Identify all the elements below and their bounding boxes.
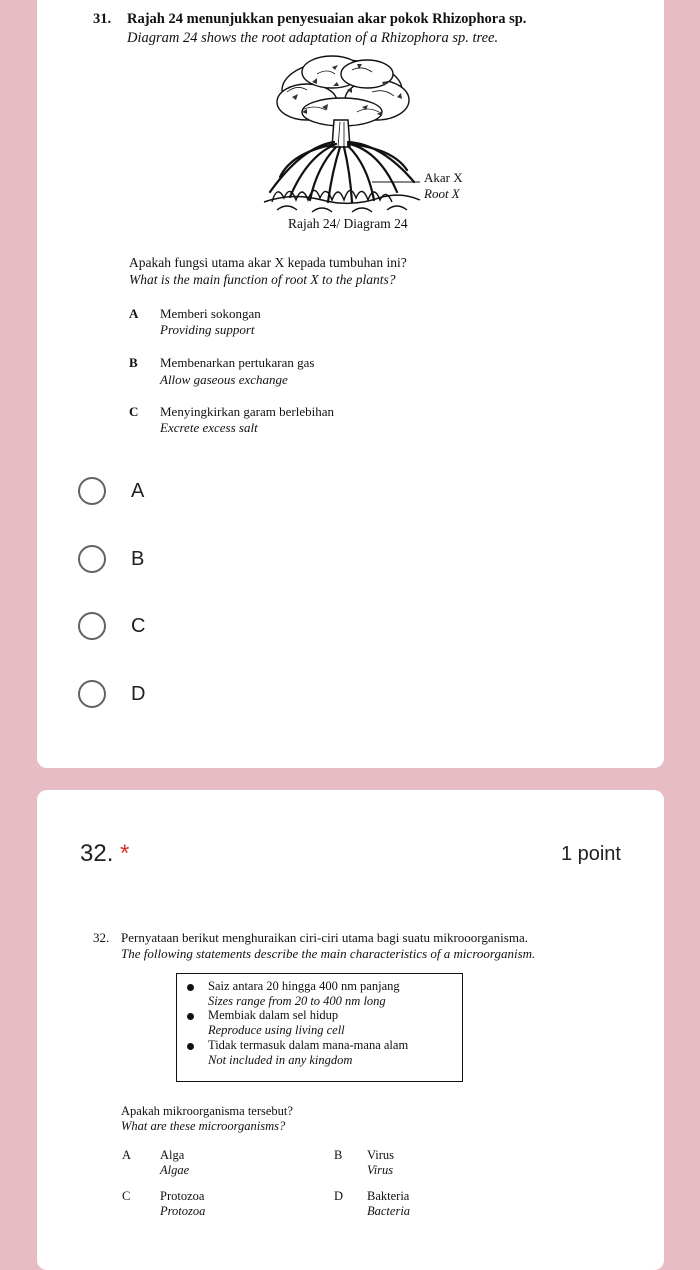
choice-label: A — [131, 479, 145, 502]
option-letter: D — [334, 1189, 344, 1203]
bullet-icon — [187, 984, 194, 991]
statement-item — [187, 979, 400, 994]
choice-option-d[interactable] — [78, 674, 145, 714]
question-en: What are these microorganisms? — [121, 1119, 286, 1133]
rhizophora-tree-diagram — [262, 52, 422, 214]
option-text-en: Excrete excess salt — [160, 420, 258, 435]
option-letter: A — [122, 1148, 132, 1162]
option-text-en: Providing support — [160, 322, 255, 337]
option-text-en: Virus — [367, 1163, 394, 1177]
choice-option-b[interactable] — [78, 539, 144, 579]
choice-label: B — [131, 547, 145, 570]
question-ms: Apakah fungsi utama akar X kepada tumbuhan ini? — [129, 255, 407, 270]
option-letter: B — [334, 1148, 343, 1162]
statement-item — [187, 1038, 408, 1053]
radio-button[interactable] — [78, 680, 106, 708]
question-number: 31. — [93, 11, 112, 27]
statement-ms: Saiz antara 20 hingga 400 nm panjang — [208, 979, 400, 993]
statement-ms: Membiak dalam sel hidup — [208, 1008, 339, 1022]
bullet-icon — [187, 1013, 194, 1020]
option-text-en: Algae — [160, 1163, 190, 1177]
question-stem-ms: Rajah 24 menunjukkan penyesuaian akar pokok Rhizophora sp. — [127, 11, 527, 27]
choice-label: D — [131, 682, 146, 705]
option-text-ms: Bakteria — [367, 1189, 410, 1203]
statement-en: Sizes range from 20 to 400 nm long — [208, 994, 386, 1008]
option-letter: B — [129, 355, 138, 370]
radio-button[interactable] — [78, 477, 106, 505]
option-text-ms: Protozoa — [160, 1189, 205, 1203]
question-stem-ms: Pernyataan berikut menghuraikan ciri-ciri utama bagi suatu mikrooorganisma. — [121, 930, 528, 945]
required-asterisk: * — [120, 840, 130, 867]
radio-button[interactable] — [78, 612, 106, 640]
option-text-ms: Memberi sokongan — [160, 306, 261, 321]
statement-item — [187, 1008, 338, 1023]
option-text-ms: Menyingkirkan garam berlebihan — [160, 404, 334, 419]
option-text-en: Bacteria — [367, 1204, 411, 1218]
question-number: 32. — [93, 930, 110, 945]
statement-en: Reproduce using living cell — [208, 1023, 345, 1037]
choice-option-a[interactable] — [78, 471, 144, 511]
radio-button[interactable] — [78, 545, 106, 573]
option-text-ms: Membenarkan pertukaran gas — [160, 355, 315, 370]
option-text-ms: Alga — [160, 1148, 185, 1162]
question-32-title — [80, 840, 129, 868]
statement-box — [176, 973, 463, 1082]
statement-ms: Tidak termasuk dalam mana-mana alam — [208, 1038, 409, 1052]
bullet-icon — [187, 1043, 194, 1050]
statement-en: Not included in any kingdom — [208, 1053, 353, 1067]
option-letter: C — [129, 404, 139, 419]
choice-label: C — [131, 614, 146, 637]
question-stem-en: The following statements describe the main characteristics of a microorganism. — [121, 946, 536, 961]
question-stem-en: Diagram 24 shows the root adaptation of a Rhizophora sp. tree. — [127, 30, 499, 46]
option-text-ms: Virus — [367, 1148, 395, 1162]
question-title-text: 32. — [80, 840, 114, 867]
root-label-ms: Akar X — [424, 170, 463, 185]
root-label-en: Root X — [424, 186, 460, 201]
option-letter: A — [129, 306, 139, 321]
points-label: 1 point — [560, 843, 621, 865]
option-text-en: Allow gaseous exchange — [160, 372, 288, 387]
diagram-caption: Rajah 24/ Diagram 24 — [288, 216, 408, 231]
question-ms: Apakah mikroorganisma tersebut? — [121, 1104, 293, 1118]
option-letter: C — [122, 1189, 131, 1203]
question-en: What is the main function of root X to the plants? — [129, 272, 396, 287]
choice-option-c[interactable] — [78, 606, 145, 646]
option-text-en: Protozoa — [160, 1204, 206, 1218]
